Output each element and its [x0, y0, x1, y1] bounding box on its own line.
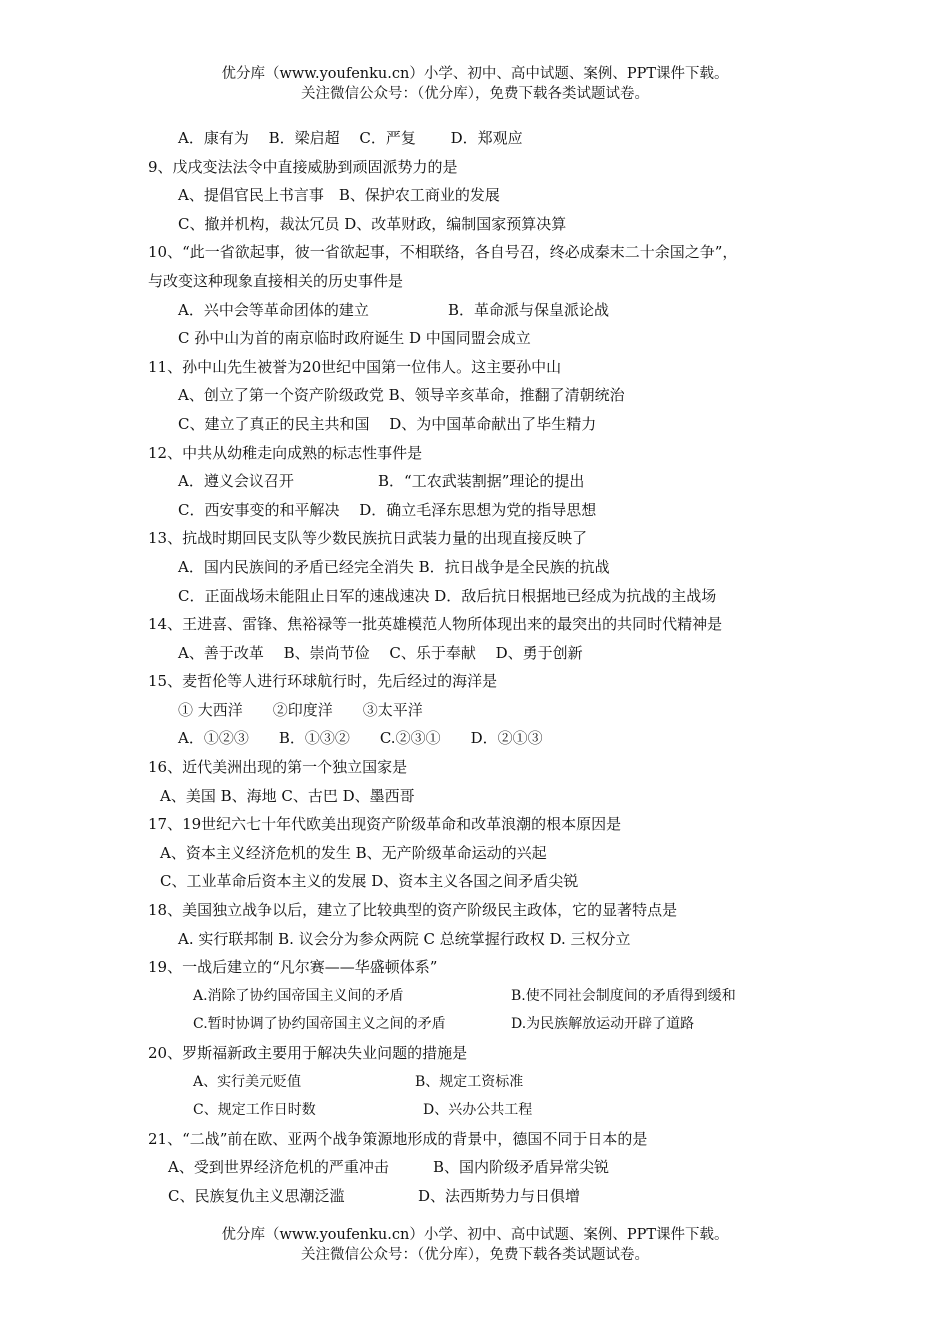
question-stem: 19、一战后建立的“凡尔赛——华盛顿体系”	[148, 958, 438, 977]
option-text: B、规定工资标准	[415, 1073, 524, 1090]
answer-options	[148, 1182, 818, 1211]
question-stem: 20、罗斯福新政主要用于解决失业问题的措施是	[148, 1044, 468, 1062]
answer-options	[148, 1010, 818, 1039]
answer-options	[148, 1153, 818, 1182]
answer-options: C、工业革命后资本主义的发展 D、资本主义各国之间矛盾尖锐	[160, 872, 579, 891]
question-stem: 与改变这种现象直接相关的历史事件是	[148, 271, 404, 290]
question-stem: 12、中共从幼稚走向成熟的标志性事件是	[148, 443, 423, 462]
option-text: A、受到世界经济危机的严重冲击	[168, 1158, 389, 1177]
answer-options	[148, 1096, 818, 1125]
option-text: A、实行美元贬值	[193, 1073, 302, 1090]
question-stem: 21、“二战”前在欧、亚两个战争策源地形成的背景中，德国不同于日本的是	[148, 1129, 648, 1148]
answer-options: C．西安事变的和平解决 D．确立毛泽东思想为党的指导思想	[178, 500, 597, 519]
answer-options: A、提倡官民上书言事 B、保护农工商业的发展	[178, 186, 500, 205]
question-stem: 9、戊戌变法法令中直接威胁到顽固派势力的是	[148, 157, 458, 176]
option-text: C、规定工作日时数	[193, 1102, 316, 1119]
option-text: A．遵义会议召开	[178, 472, 294, 491]
answer-options: A、资本主义经济危机的发生 B、无产阶级革命运动的兴起	[160, 843, 547, 862]
question-stem: 13、抗战时期回民支队等少数民族抗日武装力量的出现直接反映了	[148, 529, 588, 548]
question-stem: 18、美国独立战争以后，建立了比较典型的资产阶级民主政体，它的显著特点是	[148, 901, 678, 920]
option-text: B、国内阶级矛盾异常尖锐	[433, 1158, 610, 1177]
answer-options	[148, 1068, 818, 1097]
question-stem: 16、近代美洲出现的第一个独立国家是	[148, 758, 408, 777]
answer-options: A、美国 B、海地 C、古巴 D、墨西哥	[160, 786, 415, 805]
option-text: B．革命派与保皇派论战	[448, 300, 610, 319]
option-text: C.暂时协调了协约国帝国主义之间的矛盾	[193, 1016, 446, 1033]
answer-options: A、善于改革 B、崇尚节俭 C、乐于奉献 D、勇于创新	[178, 643, 583, 662]
question-stem: 15、麦哲伦等人进行环球航行时，先后经过的海洋是	[148, 672, 498, 691]
header-line-1: 优分库（www.youfenku.cn）小学、初中、高中试题、案例、PPT课件下载。	[221, 66, 729, 82]
answer-options: A．康有为 B．梁启超 C．严复 D．郑观应	[178, 129, 523, 147]
answer-options	[148, 467, 818, 496]
page-header	[0, 64, 950, 104]
answer-options	[148, 982, 818, 1011]
footer-line-2: 关注微信公众号：（优分库），免费下载各类试题试卷。	[301, 1247, 649, 1263]
answer-options: ① 大西洋 ②印度洋 ③太平洋	[178, 700, 423, 719]
option-text: C、民族复仇主义思潮泛滥	[168, 1186, 345, 1205]
answer-options: A、创立了第一个资产阶级政党 B、领导辛亥革命，推翻了清朝统治	[178, 386, 625, 405]
option-text: B．“工农武装割据”理论的提出	[378, 472, 585, 491]
answer-options: C、撤并机构，裁汰冗员 D、改革财政，编制国家预算决算	[178, 214, 567, 233]
option-text: D、兴办公共工程	[423, 1102, 533, 1119]
question-stem: 10、“此一省欲起事，彼一省欲起事，不相联络，各自号召，终必成秦末二十余国之争”，	[148, 243, 738, 262]
option-text: B.使不同社会制度间的矛盾得到缓和	[511, 987, 736, 1004]
option-text: D、法西斯势力与日俱增	[418, 1186, 581, 1205]
answer-options: A. 实行联邦制 B. 议会分为参众两院 C 总统掌握行政权 D. 三权分立	[178, 929, 631, 948]
option-text: A.消除了协约国帝国主义间的矛盾	[193, 987, 404, 1004]
header-line-2: 关注微信公众号：（优分库），免费下载各类试题试卷。	[301, 86, 649, 102]
answer-options: C 孙中山为首的南京临时政府诞生 D 中国同盟会成立	[178, 329, 531, 348]
question-stem: 11、孙中山先生被誉为20世纪中国第一位伟人。这主要孙中山	[148, 357, 562, 376]
option-text: A．兴中会等革命团体的建立	[178, 300, 369, 319]
question-stem: 17、19世纪六七十年代欧美出现资产阶级革命和改革浪潮的根本原因是	[148, 815, 622, 834]
question-list	[148, 124, 818, 1211]
page-footer	[0, 1225, 950, 1265]
answer-options: C．正面战场未能阻止日军的速战速决 D．敌后抗日根据地已经成为抗战的主战场	[178, 586, 717, 605]
answer-options: A．国内民族间的矛盾已经完全消失 B．抗日战争是全民族的抗战	[178, 557, 610, 576]
answer-options	[148, 296, 818, 325]
question-stem: 14、王进喜、雷锋、焦裕禄等一批英雄模范人物所体现出来的最突出的共同时代精神是	[148, 615, 723, 634]
footer-line-1: 优分库（www.youfenku.cn）小学、初中、高中试题、案例、PPT课件下载。	[221, 1227, 729, 1243]
answer-options: C、建立了真正的民主共和国 D、为中国革命献出了毕生精力	[178, 414, 597, 433]
answer-options: A．①②③ B．①③② C.②③① D．②①③	[178, 729, 543, 748]
option-text: D.为民族解放运动开辟了道路	[511, 1016, 695, 1033]
